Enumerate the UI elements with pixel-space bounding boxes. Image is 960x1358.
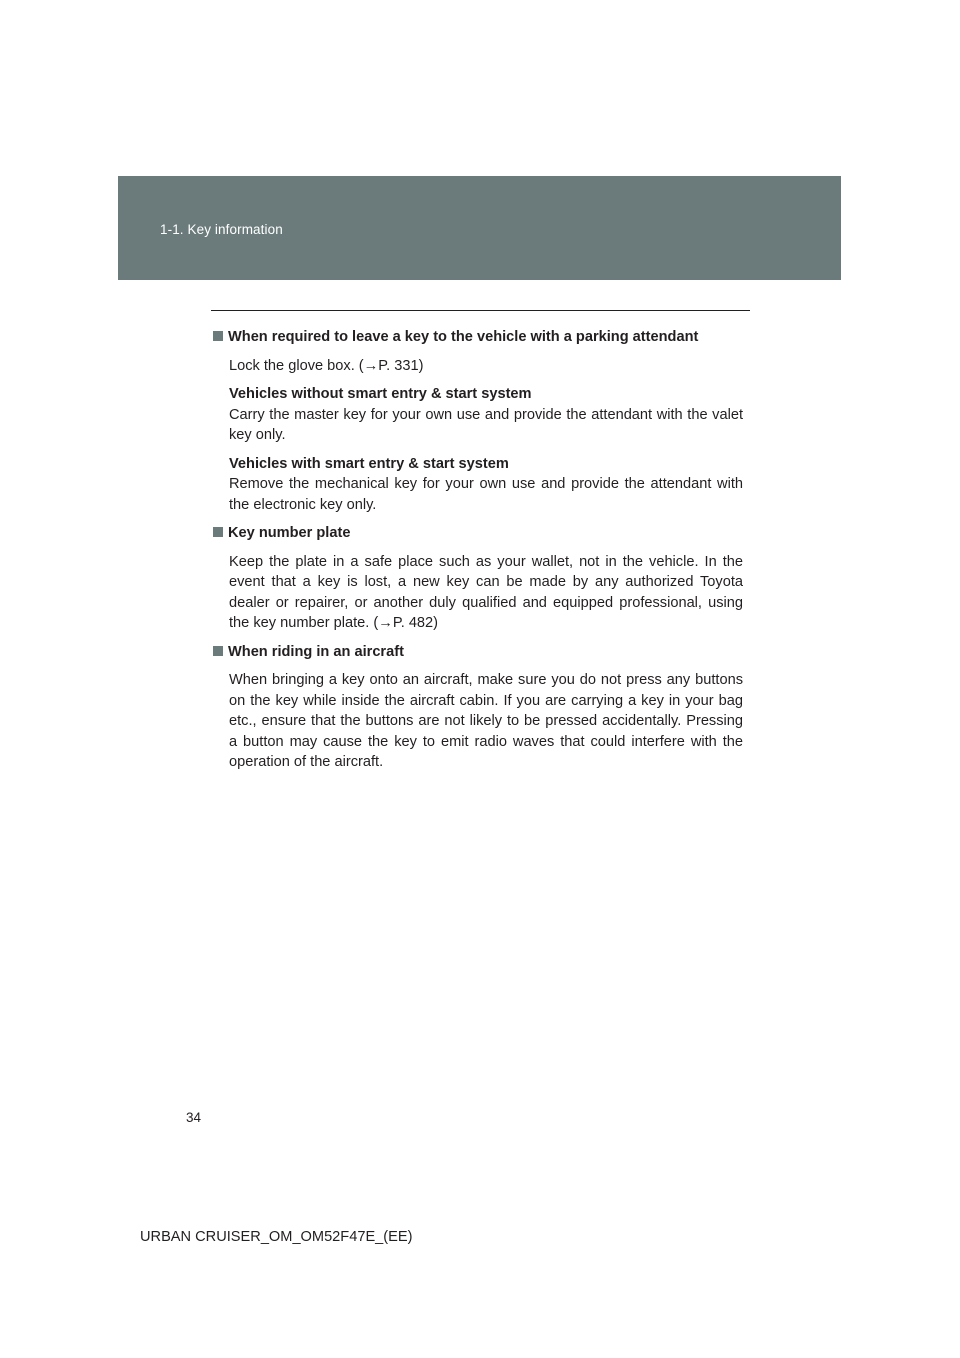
section-title: 1-1. Key information: [160, 222, 283, 237]
page-number: 34: [186, 1110, 202, 1125]
info-item-key-number-plate: [213, 523, 743, 634]
paragraph-subheading: Vehicles without smart entry & start system: [229, 386, 532, 402]
item-paragraph: [229, 454, 743, 516]
section-header-band: [118, 176, 841, 280]
paragraph-subheading: Vehicles with smart entry & start system: [229, 455, 509, 472]
paragraph-text: When bringing a key onto an aircraft, make sure you do not press any buttons on the key while inside the aircraft cabin. If you are carrying a key in your bag etc., ensure that the buttons are not likely to be pressed accidentally. Pressing a button may cause the key to emit radio waves that could interfere with the operation of the aircraft.: [229, 672, 743, 770]
document-code-footer: URBAN CRUISER_OM_OM52F47E_(EE): [140, 1229, 413, 1245]
square-bullet-icon: [213, 331, 223, 341]
paragraph-text: Remove the mechanical key for your own use and provide the attendant with the electronic key only.: [229, 476, 743, 513]
item-heading: [213, 642, 743, 663]
item-paragraph: [229, 356, 743, 377]
item-paragraph: [229, 384, 743, 446]
item-paragraph: [229, 670, 743, 773]
square-bullet-icon: [213, 646, 223, 656]
square-bullet-icon: [213, 527, 223, 537]
item-heading-text: When riding in an aircraft: [228, 643, 404, 660]
item-paragraph: [229, 552, 743, 634]
item-heading-text: When required to leave a key to the vehicle with a parking attendant: [228, 329, 699, 345]
item-heading: [213, 327, 743, 348]
item-heading-text: Key number plate: [228, 525, 351, 541]
paragraph-text: Keep the plate in a safe place such as your wallet, not in the vehicle. In the event that a key is lost, a new key can be made by any authorized Toyota dealer or repairer, or another duly qualified and equipped professional, using the key number plate. (→P. 482): [229, 553, 743, 631]
content-divider: [211, 310, 750, 311]
info-item-parking-attendant: [213, 327, 743, 515]
main-content: [213, 327, 743, 781]
paragraph-text: Carry the master key for your own use and provide the attendant with the valet key only.: [229, 406, 743, 443]
paragraph-text: Lock the glove box. (→P. 331): [229, 357, 424, 374]
info-item-aircraft: [213, 642, 743, 773]
item-heading: [213, 523, 743, 544]
